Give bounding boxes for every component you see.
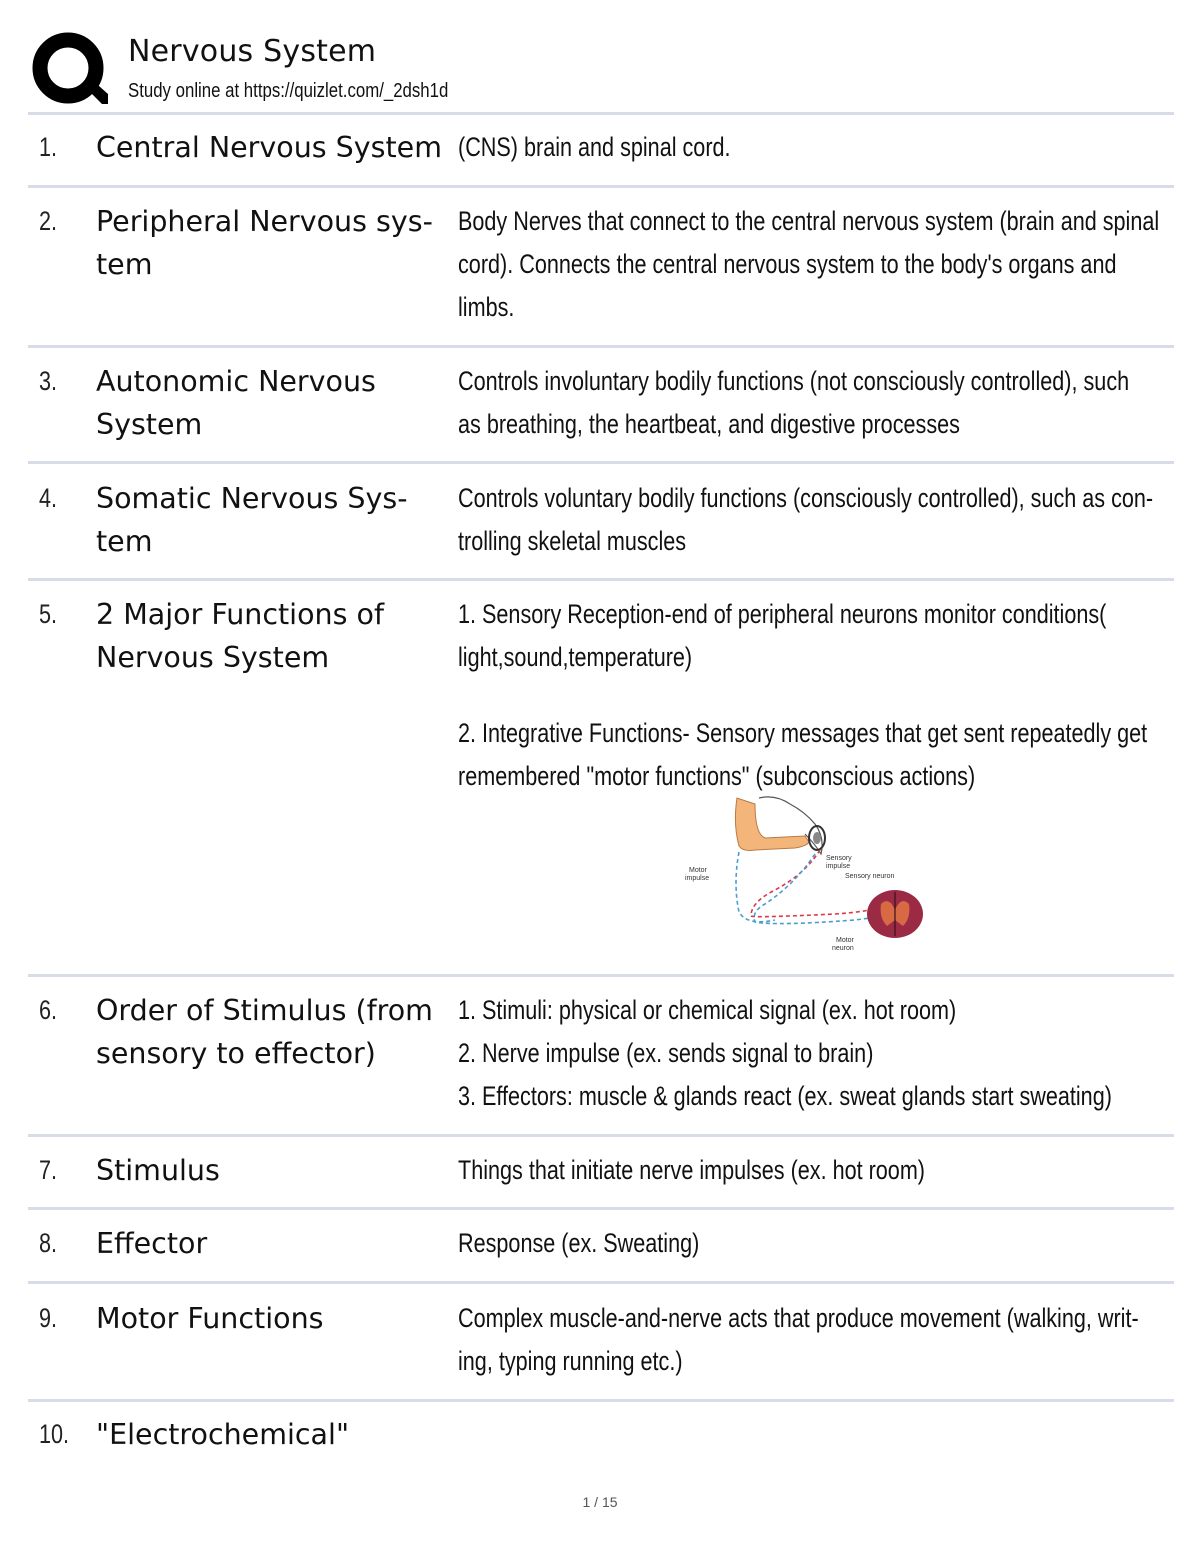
reflex-arc-diagram-icon [655,794,930,959]
divider [28,345,1174,348]
card-term: Effector [96,1227,208,1260]
card-definition: Complex muscle-and-nerve acts that produce movement (walking, writ- ing, typing running etc.) [458,1303,1139,1376]
card-term: Order of Stimulus (from sensory to effector) [96,994,433,1070]
card-number: 9. [39,1303,58,1333]
card-term: Central Nervous System [96,131,442,164]
card-term: Stimulus [96,1154,220,1187]
divider [28,1281,1174,1284]
card-definition: Controls voluntary bodily functions (consciously controlled), such as con- trolling skeletal muscles [458,483,1154,556]
card-definition: Controls involuntary bodily functions (not consciously controlled), such as breathing, the heartbeat, and digestive processes [458,366,1130,439]
divider [28,578,1174,581]
card-definition: 2. Integrative Functions- Sensory messages that get sent repeatedly get remembered "motor functions" (subconscious actions) [458,718,1148,791]
card-definition: 1. Stimuli: physical or chemical signal (ex. hot room) 2. Nerve impulse (ex. sends signal to brain) 3. Effectors: muscle & glands react (ex. sweat glands start sweating) [458,995,1112,1111]
divider [28,461,1174,464]
card-term: Motor Functions [96,1302,324,1335]
figure-label-sensory-impulse: Sensory impulse [826,855,852,870]
card-number: 6. [39,995,58,1025]
card-number: 7. [39,1155,58,1185]
card-number: 8. [39,1228,58,1258]
page-number: 1 / 15 [582,1494,618,1510]
study-link-text: Study online at https://quizlet.com/_2dsh1d [128,80,449,102]
card-number: 2. [39,206,58,236]
card-term: 2 Major Functions of Nervous System [96,598,384,674]
card-definition: (CNS) brain and spinal cord. [458,132,731,162]
card-number: 3. [39,366,58,396]
card-number: 4. [39,483,58,513]
page-header [28,28,1174,112]
figure-label-motor-neuron: Motor neuron [832,937,854,952]
card-term: Peripheral Nervous sys- tem [96,205,433,281]
card-definition: 1. Sensory Reception-end of peripheral neurons monitor conditions( light,sound,temperature) [458,599,1107,672]
figure-label-sensory-neuron: Sensory neuron [845,873,895,880]
divider [28,1399,1174,1402]
card-definition: Body Nerves that connect to the central nervous system (brain and spinal cord). Connects the central nervous system to the body's organs and limbs. [458,206,1160,322]
card-term: Autonomic Nervous System [96,365,376,441]
divider [28,112,1174,115]
quizlet-logo-icon [30,32,110,108]
card-number: 10. [39,1419,70,1449]
card-number: 1. [39,132,58,162]
card-number: 5. [39,599,58,629]
divider [28,1207,1174,1210]
card-term: Somatic Nervous Sys- tem [96,482,408,558]
divider [28,974,1174,977]
figure-label-motor-impulse: Motor impulse [685,867,710,882]
card-term: "Electrochemical" [96,1418,350,1451]
divider [28,185,1174,188]
divider [28,1134,1174,1137]
document-title: Nervous System [128,34,377,69]
card-definition: Response (ex. Sweating) [458,1228,700,1258]
card-definition: Things that initiate nerve impulses (ex. hot room) [458,1155,926,1185]
